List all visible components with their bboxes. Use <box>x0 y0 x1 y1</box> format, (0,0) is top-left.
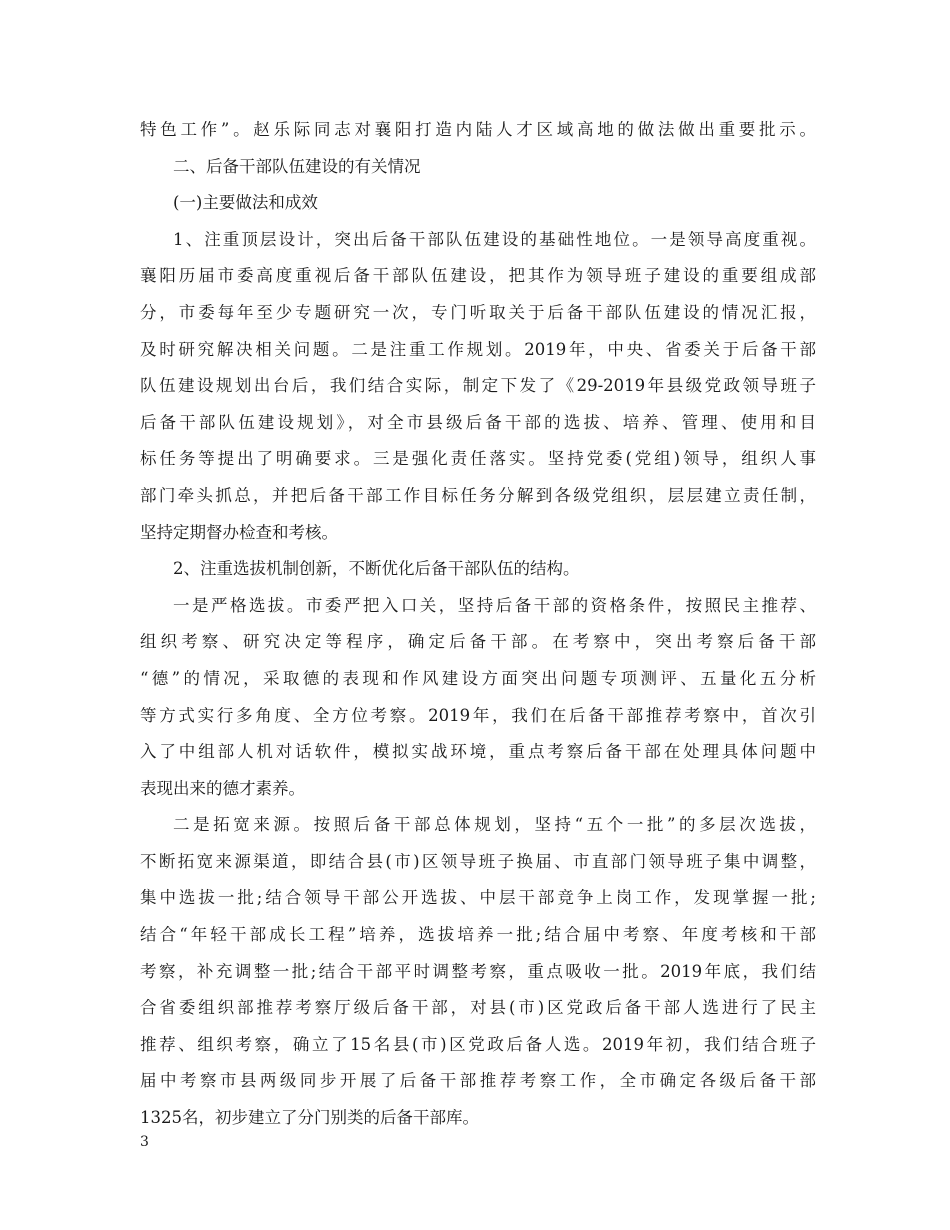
text-line: 组织考察、研究决定等程序，确定后备干部。在考察中，突出考察后备干部 <box>140 632 816 652</box>
text-line: 1、注重顶层设计，突出后备干部队伍建设的基础性地位。一是领导高度重视。 <box>173 229 816 249</box>
text-line: 等方式实行多角度、全方位考察。2019年，我们在后备干部推荐考察中，首次引 <box>140 705 816 725</box>
text-line: 后备干部队伍建设规划》，对全市县级后备干部的选拔、培养、管理、使用和目 <box>140 412 816 432</box>
text-line: 襄阳历届市委高度重视后备干部队伍建设，把其作为领导班子建设的重要组成部 <box>140 266 816 286</box>
text-line: 不断拓宽来源渠道，即结合县(市)区领导班子换届、市直部门领导班子集中调整， <box>140 851 816 871</box>
body-text <box>140 112 816 1137</box>
text-line: 一是严格选拔。市委严把入口关，坚持后备干部的资格条件，按照民主推荐、 <box>173 595 816 615</box>
text-line: 2、注重选拔机制创新，不断优化后备干部队伍的结构。 <box>173 559 580 579</box>
text-line: 二是拓宽来源。按照后备干部总体规划，坚持“五个一批”的多层次选拔， <box>173 815 816 835</box>
text-line: 队伍建设规划出台后，我们结合实际，制定下发了《29-2019年县级党政领导班子 <box>140 376 816 396</box>
text-line: 表现出来的德才素养。 <box>140 778 305 798</box>
section-heading: 二、后备干部队伍建设的有关情况 <box>173 156 421 176</box>
text-line: 分，市委每年至少专题研究一次，专门听取关于后备干部队伍建设的情况汇报， <box>140 302 816 322</box>
text-line: 推荐、组织考察，确立了15名县(市)区党政后备人选。2019年初，我们结合班子 <box>140 1034 816 1054</box>
text-line: 合省委组织部推荐考察厅级后备干部，对县(市)区党政后备干部人选进行了民主 <box>140 998 816 1018</box>
text-line: 标任务等提出了明确要求。三是强化责任落实。坚持党委(党组)领导，组织人事 <box>140 449 816 469</box>
text-line: 部门牵头抓总，并把后备干部工作目标任务分解到各级党组织，层层建立责任制， <box>140 485 816 505</box>
text-line: 结合“年轻干部成长工程”培养，选拔培养一批;结合届中考察、年度考核和干部 <box>140 925 816 945</box>
text-line: 集中选拔一批;结合领导干部公开选拔、中层干部竞争上岗工作，发现掌握一批; <box>140 888 816 908</box>
page-number: 3 <box>140 1134 149 1150</box>
text-line: 1325名，初步建立了分门别类的后备干部库。 <box>140 1108 479 1128</box>
text-line: 考察，补充调整一批;结合干部平时调整考察，重点吸收一批。2019年底，我们结 <box>140 961 816 981</box>
text-line: 届中考察市县两级同步开展了后备干部推荐考察工作，全市确定各级后备干部 <box>140 1071 816 1091</box>
subsection-heading: (一)主要做法和成效 <box>173 193 318 213</box>
text-line: “德”的情况，采取德的表现和作风建设方面突出问题专项测评、五量化五分析 <box>140 668 816 688</box>
text-line: 特色工作”。赵乐际同志对襄阳打造内陆人才区域高地的做法做出重要批示。 <box>140 120 816 139</box>
text-line: 入了中组部人机对话软件，模拟实战环境，重点考察后备干部在处理具体问题中 <box>140 742 816 762</box>
text-line: 坚持定期督办检查和考核。 <box>140 522 338 542</box>
text-line: 及时研究解决相关问题。二是注重工作规划。2019年，中央、省委关于后备干部 <box>140 339 816 359</box>
